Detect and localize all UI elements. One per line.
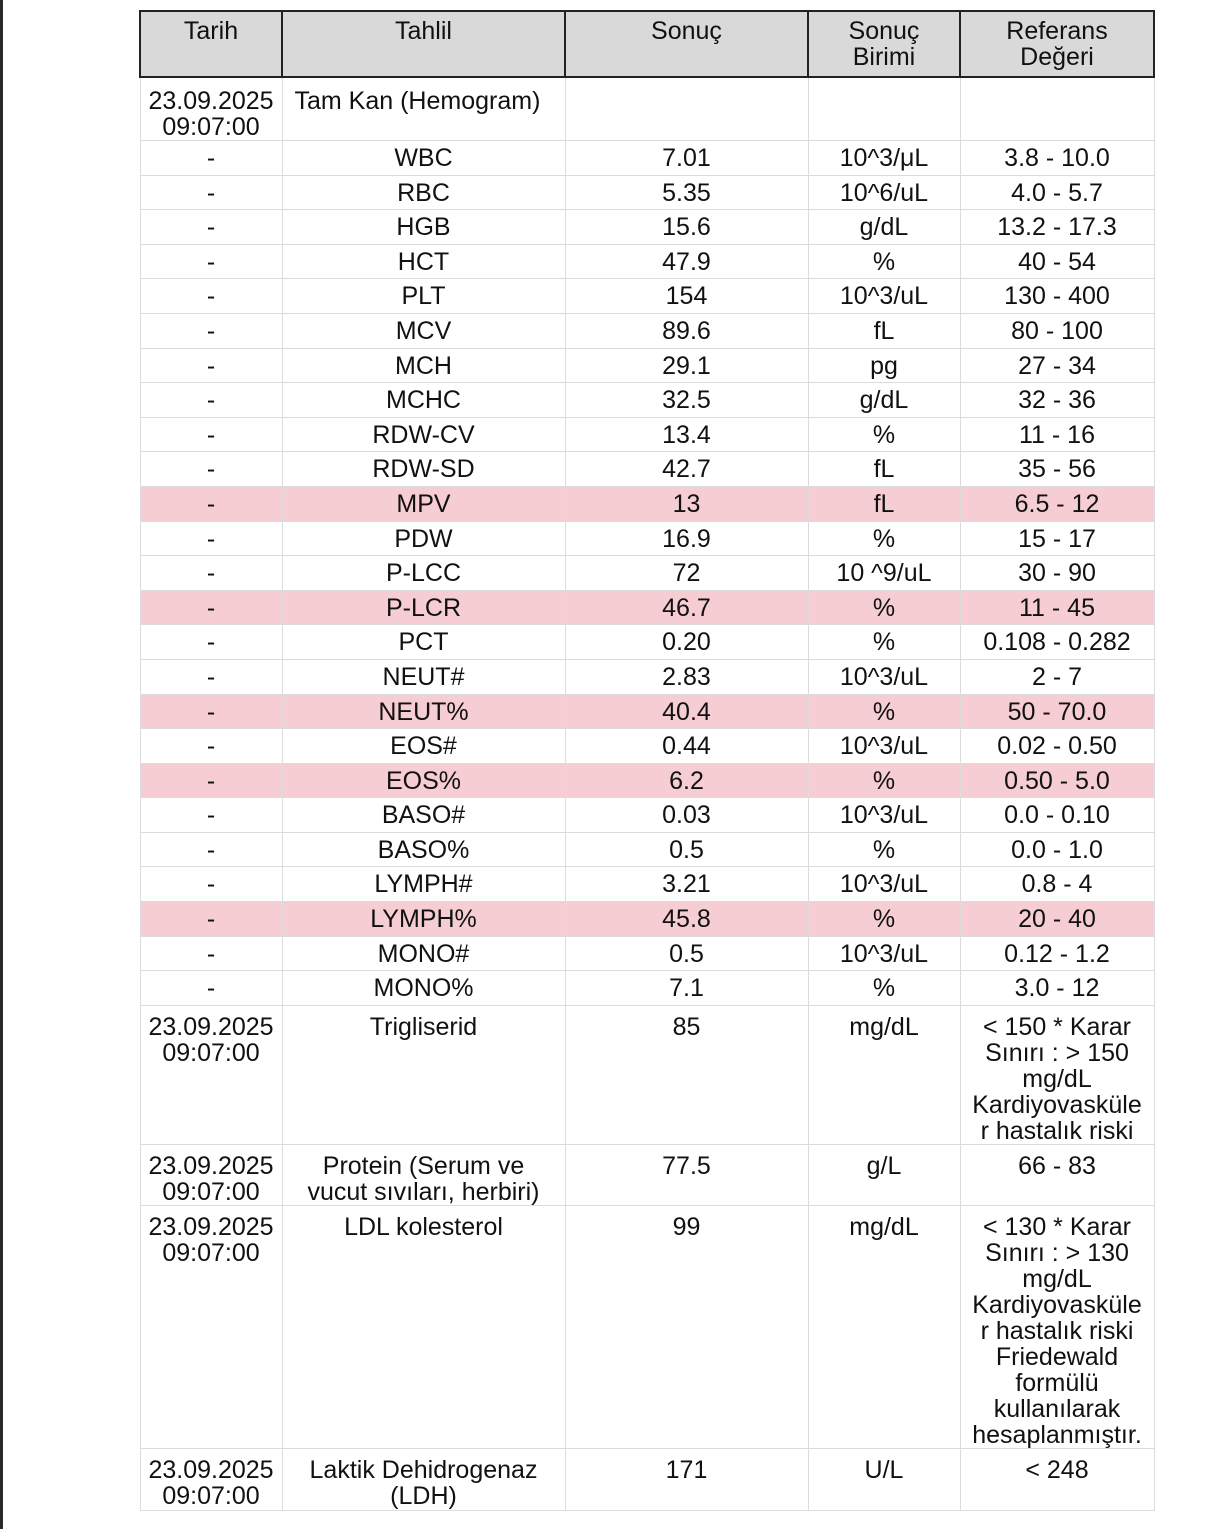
table-row [140,486,1154,521]
ldh-name: Laktik Dehidrogenaz (LDH) [282,1448,565,1510]
protein-name: Protein (Serum ve vucut sıvıları, herbiri) [282,1144,565,1205]
param-unit: % [808,625,960,660]
param-dash: - [140,971,282,1006]
header-tarih: Tarih [140,11,282,77]
header-sonuc-birimi: Sonuç Birimi [808,11,960,77]
table-row [140,141,1154,176]
param-dash: - [140,313,282,348]
trigliserid-row [140,1005,1154,1144]
param-unit: g/dL [808,210,960,245]
param-name: RBC [282,175,565,210]
param-value: 46.7 [565,590,808,625]
param-ref: 2 - 7 [960,659,1154,694]
param-dash: - [140,452,282,487]
param-unit: pg [808,348,960,383]
param-ref: 0.0 - 0.10 [960,798,1154,833]
param-ref: 15 - 17 [960,521,1154,556]
param-name: WBC [282,141,565,176]
protein-unit: g/L [808,1144,960,1205]
param-name: MPV [282,486,565,521]
param-dash: - [140,763,282,798]
param-ref: 32 - 36 [960,383,1154,418]
param-ref: 20 - 40 [960,902,1154,937]
param-unit: 10^6/uL [808,175,960,210]
param-name: P-LCC [282,556,565,591]
protein-date: 23.09.2025 09:07:00 [140,1144,282,1205]
header-sonuc: Sonuç [565,11,808,77]
table-row [140,590,1154,625]
param-ref: 40 - 54 [960,244,1154,279]
protein-value: 77.5 [565,1144,808,1205]
param-unit: 10^3/uL [808,867,960,902]
ldh-date: 23.09.2025 09:07:00 [140,1448,282,1510]
param-unit: % [808,832,960,867]
table-row [140,694,1154,729]
empty-cell [565,77,808,141]
table-row [140,971,1154,1006]
param-value: 0.44 [565,729,808,764]
trigliserid-unit: mg/dL [808,1005,960,1144]
ldl-unit: mg/dL [808,1205,960,1448]
param-value: 45.8 [565,902,808,937]
param-unit: % [808,694,960,729]
param-dash: - [140,902,282,937]
param-dash: - [140,244,282,279]
protein-ref: 66 - 83 [960,1144,1154,1205]
param-unit: % [808,763,960,798]
table-row [140,521,1154,556]
param-ref: 30 - 90 [960,556,1154,591]
param-name: PLT [282,279,565,314]
param-name: BASO# [282,798,565,833]
param-ref: 11 - 45 [960,590,1154,625]
ldh-value: 171 [565,1448,808,1510]
param-dash: - [140,141,282,176]
hemogram-title: Tam Kan (Hemogram) [282,77,565,141]
param-unit: 10^3/uL [808,936,960,971]
param-value: 0.5 [565,936,808,971]
param-unit: 10 ^9/uL [808,556,960,591]
param-ref: 50 - 70.0 [960,694,1154,729]
param-name: BASO% [282,832,565,867]
param-ref: 3.8 - 10.0 [960,141,1154,176]
param-name: RDW-SD [282,452,565,487]
table-row [140,279,1154,314]
param-value: 32.5 [565,383,808,418]
param-value: 47.9 [565,244,808,279]
param-dash: - [140,417,282,452]
protein-row [140,1144,1154,1205]
param-name: EOS% [282,763,565,798]
param-unit: % [808,244,960,279]
param-value: 5.35 [565,175,808,210]
table-row [140,936,1154,971]
param-ref: 13.2 - 17.3 [960,210,1154,245]
param-ref: 35 - 56 [960,452,1154,487]
param-name: MONO# [282,936,565,971]
table-row [140,763,1154,798]
param-value: 15.6 [565,210,808,245]
param-name: PDW [282,521,565,556]
empty-cell [960,77,1154,141]
trigliserid-value: 85 [565,1005,808,1144]
param-value: 72 [565,556,808,591]
table-header [140,11,1154,77]
param-name: EOS# [282,729,565,764]
param-ref: 6.5 - 12 [960,486,1154,521]
table-row [140,452,1154,487]
trigliserid-ref: < 150 * Karar Sınırı : > 150 mg/dL Kardiyovasküle r hastalık riski [960,1005,1154,1144]
table-row [140,902,1154,937]
param-unit: % [808,590,960,625]
hemogram-date: 23.09.2025 09:07:00 [140,77,282,141]
table-row [140,556,1154,591]
param-name: MCHC [282,383,565,418]
table-row [140,729,1154,764]
param-name: LYMPH# [282,867,565,902]
param-dash: - [140,590,282,625]
param-value: 3.21 [565,867,808,902]
param-value: 2.83 [565,659,808,694]
param-dash: - [140,798,282,833]
param-unit: % [808,521,960,556]
param-name: MCH [282,348,565,383]
param-name: PCT [282,625,565,660]
param-dash: - [140,279,282,314]
param-unit: g/dL [808,383,960,418]
param-unit: % [808,902,960,937]
param-unit: fL [808,452,960,487]
hemogram-group-row [140,77,1154,141]
param-ref: 3.0 - 12 [960,971,1154,1006]
param-value: 0.03 [565,798,808,833]
param-value: 154 [565,279,808,314]
param-ref: 11 - 16 [960,417,1154,452]
table-row [140,348,1154,383]
param-name: HGB [282,210,565,245]
param-dash: - [140,694,282,729]
table-row [140,659,1154,694]
param-ref: 27 - 34 [960,348,1154,383]
param-name: HCT [282,244,565,279]
table-row [140,867,1154,902]
table-row [140,313,1154,348]
header-referans-degeri: Referans Değeri [960,11,1154,77]
param-unit: 10^3/uL [808,279,960,314]
param-unit: fL [808,313,960,348]
param-name: P-LCR [282,590,565,625]
trigliserid-name: Trigliserid [282,1005,565,1144]
ldl-value: 99 [565,1205,808,1448]
param-ref: 80 - 100 [960,313,1154,348]
ldl-row [140,1205,1154,1448]
table-row [140,244,1154,279]
param-dash: - [140,383,282,418]
param-value: 6.2 [565,763,808,798]
param-unit: 10^3/uL [808,798,960,833]
param-unit: % [808,971,960,1006]
param-dash: - [140,175,282,210]
param-dash: - [140,210,282,245]
param-value: 0.20 [565,625,808,660]
param-name: NEUT# [282,659,565,694]
ldh-unit: U/L [808,1448,960,1510]
param-dash: - [140,832,282,867]
table-row [140,383,1154,418]
ldh-row [140,1448,1154,1510]
param-value: 13 [565,486,808,521]
param-name: NEUT% [282,694,565,729]
param-dash: - [140,348,282,383]
table-row [140,210,1154,245]
param-value: 29.1 [565,348,808,383]
param-unit: 10^3/uL [808,659,960,694]
param-ref: 0.50 - 5.0 [960,763,1154,798]
header-tahlil: Tahlil [282,11,565,77]
param-ref: 0.8 - 4 [960,867,1154,902]
param-name: RDW-CV [282,417,565,452]
param-value: 40.4 [565,694,808,729]
param-dash: - [140,521,282,556]
table-row [140,625,1154,660]
param-dash: - [140,729,282,764]
param-ref: 0.02 - 0.50 [960,729,1154,764]
param-value: 7.1 [565,971,808,1006]
lab-results-table [139,10,1155,1511]
param-dash: - [140,486,282,521]
param-dash: - [140,659,282,694]
left-edge-border [0,0,3,1529]
param-unit: 10^3/μL [808,141,960,176]
param-value: 89.6 [565,313,808,348]
param-name: MONO% [282,971,565,1006]
table-row [140,175,1154,210]
param-name: MCV [282,313,565,348]
table-row [140,832,1154,867]
param-value: 7.01 [565,141,808,176]
param-dash: - [140,625,282,660]
param-dash: - [140,936,282,971]
param-unit: % [808,417,960,452]
param-ref: 4.0 - 5.7 [960,175,1154,210]
param-value: 0.5 [565,832,808,867]
param-unit: fL [808,486,960,521]
param-value: 16.9 [565,521,808,556]
trigliserid-date: 23.09.2025 09:07:00 [140,1005,282,1144]
table-row [140,798,1154,833]
param-ref: 0.12 - 1.2 [960,936,1154,971]
ldl-name: LDL kolesterol [282,1205,565,1448]
param-name: LYMPH% [282,902,565,937]
param-ref: 0.108 - 0.282 [960,625,1154,660]
param-ref: 0.0 - 1.0 [960,832,1154,867]
param-ref: 130 - 400 [960,279,1154,314]
ldl-date: 23.09.2025 09:07:00 [140,1205,282,1448]
param-dash: - [140,556,282,591]
param-value: 42.7 [565,452,808,487]
param-unit: 10^3/uL [808,729,960,764]
ldl-ref: < 130 * Karar Sınırı : > 130 mg/dL Kardiyovasküle r hastalık riski Friedewald formülü kullanılarak hesaplanmıştır. [960,1205,1154,1448]
empty-cell [808,77,960,141]
ldh-ref: < 248 [960,1448,1154,1510]
param-dash: - [140,867,282,902]
table-row [140,417,1154,452]
param-value: 13.4 [565,417,808,452]
